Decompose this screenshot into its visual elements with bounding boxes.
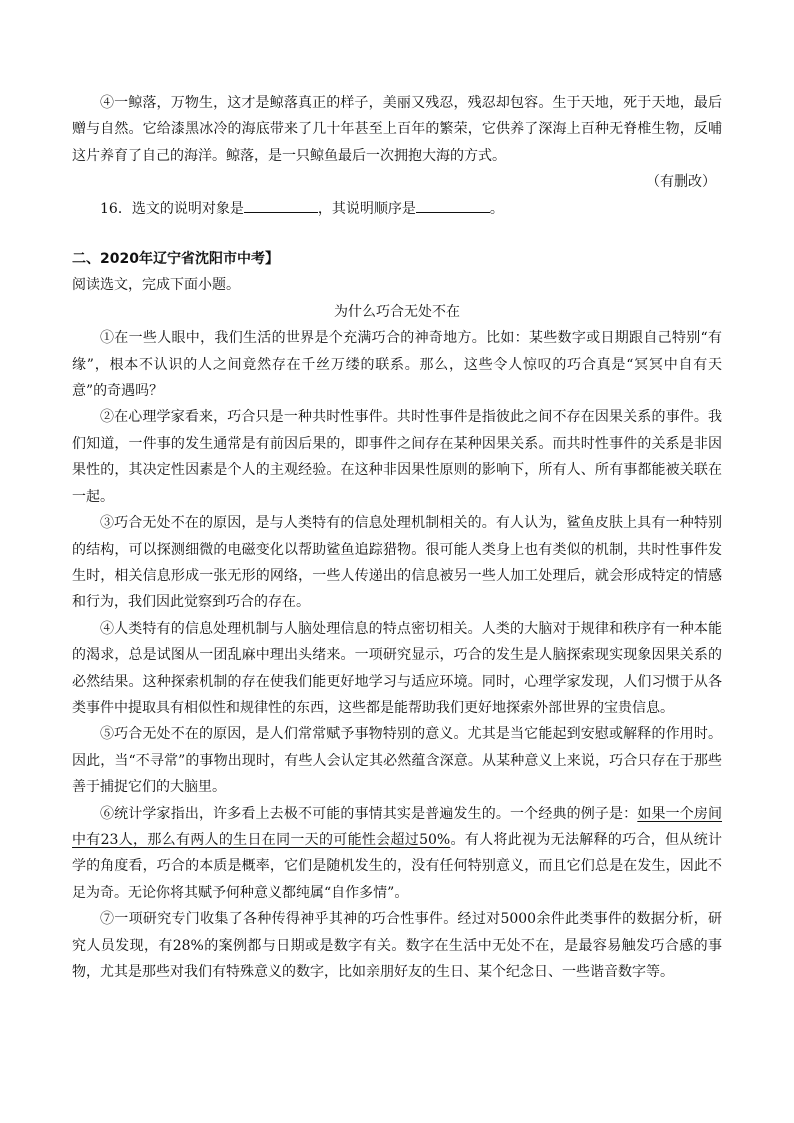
article-paragraph-3: ③巧合无处不在的原因，是与人类特有的信息处理机制相关的。有人认为，鲨鱼皮肤上具有一种特别的结构，可以探测细微的电磁变化以帮助鲨鱼追踪猎物。很可能人类身上也有类似的机制，共时性事件发生时，相关信息形成一张无形的网络，一些人传递出的信息被另一些人加工处理后，就会形成特定的情感和行为，我们因此觉察到巧合的存在。 [72,515,722,611]
section-title: 二、2020年辽宁省沈阳市中考】 [72,251,279,268]
underlined-sentence: 如果一个房间中有23人，那么有两人的生日在同一天的可能性会超过50% [72,805,723,848]
reading-instruction: 阅读选文，完成下面小题。 [72,277,240,294]
question-16-text-3: 。 [489,200,504,217]
source-note: （有删改） [646,174,716,191]
article-paragraph-6 [72,801,722,907]
article-title: 为什么巧合无处不在 [334,303,460,320]
question-16-text-1: 16．选文的说明对象是 [100,200,244,217]
article-paragraph-1: ①在一些人眼中，我们生活的世界是个充满巧合的神奇地方。比如：某些数字或日期跟自己特别“有缘”，根本不认识的人之间竟然存在千丝万缕的联系。那么，这些令人惊叹的巧合真是“冥冥中自有天意”的奇遇吗？ [72,330,722,400]
answer-blank-1[interactable] [244,198,318,213]
question-16-text-2: ，其说明顺序是 [317,200,416,217]
article-paragraph-4: ④人类特有的信息处理机制与人脑处理信息的特点密切相关。人类的大脑对于规律和秩序有一种本能的渴求，总是试图从一团乱麻中理出头绪来。一项研究显示，巧合的发生是人脑探索现实现象因果关系的必然结果。这种探索机制的存在使我们能更好地学习与适应环境。同时，心理学家发现，人们习惯于从各类事件中提取具有相似性和规律性的东西，这些都是能帮助我们更好地探索外部世界的宝贵信息。 [72,620,722,716]
paragraph-6-before: ⑥统计学家指出，许多看上去极不可能的事情其实是普遍发生的。一个经典的例子是： [100,805,638,822]
paragraph-6-after: 。有人将此视为无法解释的巧合，但从统计学的角度看，巧合的本质是概率，它们是随机发生的，没有任何特别意义，而且它们总是在发生，因此不足为奇。无论你将其赋予何种意义都纯属“自作多情”。 [72,831,723,901]
answer-blank-2[interactable] [416,198,490,213]
document-page [72,90,722,985]
excerpt-paragraph-4: ④一鲸落，万物生，这才是鲸落真正的样子，美丽又残忍，残忍却包容。生于天地，死于天地，最后赠与自然。它给漆黑冰冷的海底带来了几十年甚至上百年的繁荣，它供养了深海上百种无脊椎生物，反哺这片养育了自己的海洋。鲸落，是一只鲸鱼最后一次拥抱大海的方式。 [72,95,722,164]
question-16 [72,196,722,222]
article-paragraph-5: ⑤巧合无处不在的原因，是人们常常赋予事物特别的意义。尤其是当它能起到安慰或解释的作用时。因此，当“不寻常”的事物出现时，有些人会认定其必然蕴含深意。从某种意义上来说，巧合只存在于那些善于捕捉它们的大脑里。 [72,726,722,796]
article-paragraph-2: ②在心理学家看来，巧合只是一种共时性事件。共时性事件是指彼此之间不存在因果关系的事件。我们知道，一件事的发生通常是有前因后果的，即事件之间存在某种因果关系。而共时性事件的关系是非因果性的，其决定性因素是个人的主观经验。在这种非因果性原则的影响下，所有人、所有事都能被关联在一起。 [72,409,722,505]
article-paragraph-7: ⑦一项研究专门收集了各种传得神乎其神的巧合性事件。经过对5000余件此类事件的数据分析，研究人员发现，有28%的案例都与日期或是数字有关。数字在生活中无处不在，是最容易触发巧合感的事物，尤其是那些对我们有特殊意义的数字，比如亲朋好友的生日、某个纪念日、一些谐音数字等。 [72,911,722,980]
